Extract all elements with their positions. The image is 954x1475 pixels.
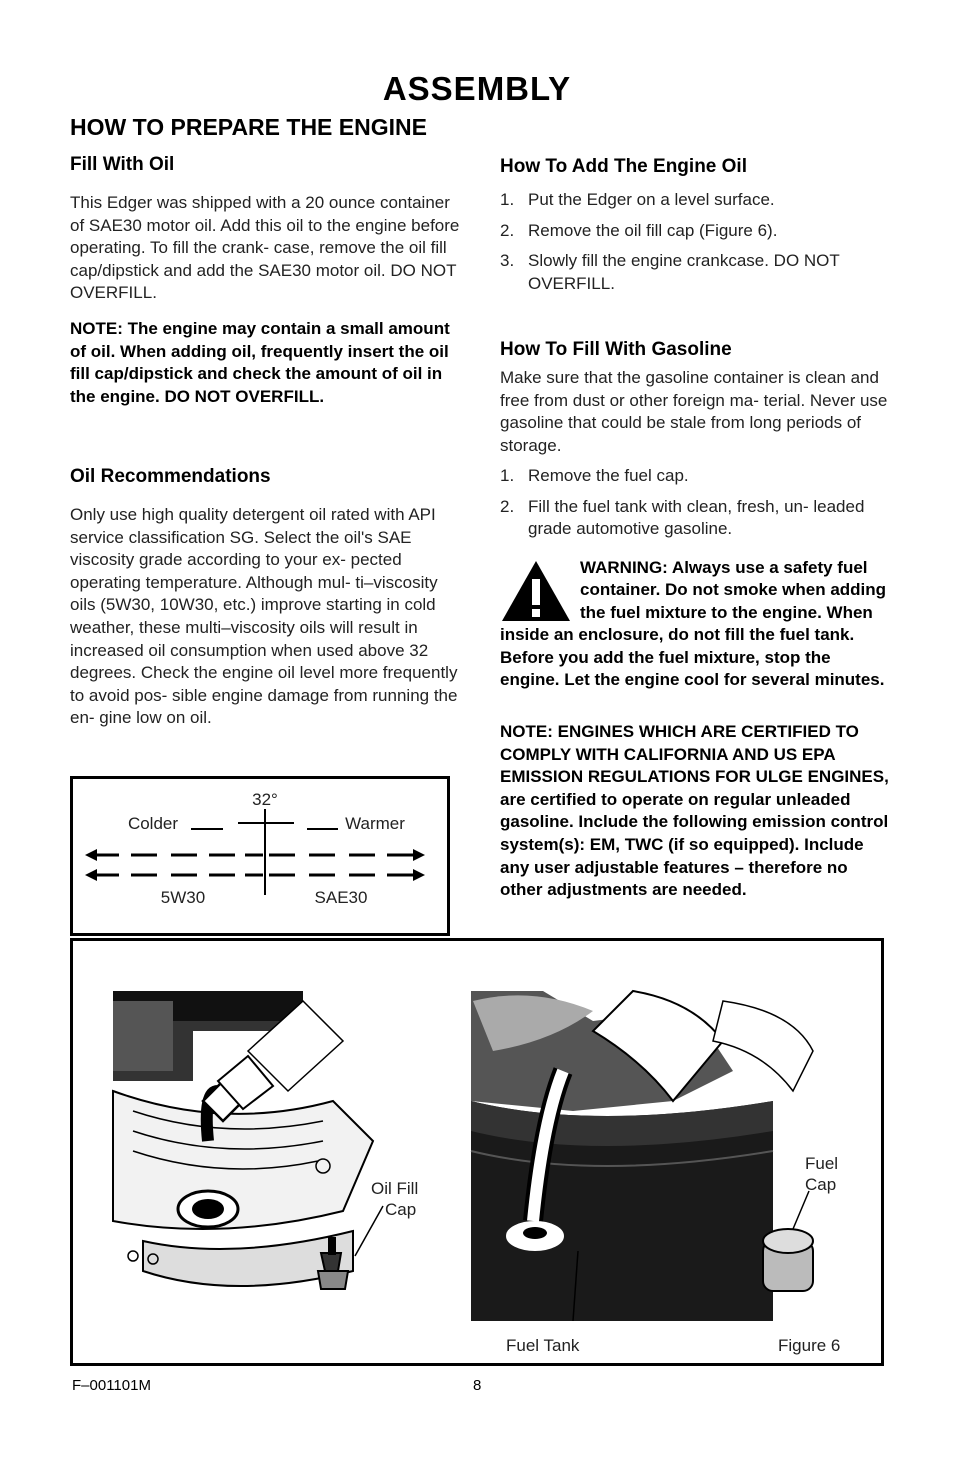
- list-item: 2. Remove the oil fill cap (Figure 6).: [500, 220, 778, 240]
- oil-fill-illustration: [113, 991, 393, 1321]
- oil-recommendations-body: Only use high quality detergent oil rated with API service classification SG. Select the oil's SAE viscosity grade according to your ex- pected operating temperature. Although mul- ti–viscosity oils (5W30, 10W30, etc.) improve starting in cold weather, these multi–viscosity oils will result in increased oil consumption when used above 32 degrees. Check the engine oil level more frequently to avoid pos- sible engine damage from running the en- gine low on oil.: [70, 505, 458, 728]
- add-engine-oil-steps: [500, 189, 890, 303]
- fill-with-oil-note: NOTE: The engine may contain a small amount of oil. When adding oil, frequently insert the oil fill cap/dipstick and check the amount of oil in the engine. DO NOT OVERFILL.: [70, 319, 450, 406]
- temperature-scale-graphic: [73, 779, 447, 933]
- page-number: 8: [473, 1377, 482, 1394]
- document-id: F–001101M: [72, 1377, 151, 1394]
- fill-gasoline-heading: How To Fill With Gasoline: [500, 339, 732, 360]
- list-item: 2. Fill the fuel tank with clean, fresh, un- leaded grade automotive gasoline.: [500, 496, 865, 539]
- figure-caption: Figure 6: [778, 1336, 841, 1355]
- section-title: HOW TO PREPARE THE ENGINE: [70, 114, 427, 140]
- oil-fill-cap-label-line2: Cap: [385, 1200, 417, 1219]
- arrow-right-upper-icon: [413, 849, 425, 861]
- fuel-tank-label: Fuel Tank: [506, 1336, 580, 1355]
- arrow-left-lower-icon: [85, 869, 97, 881]
- gasoline-warning: WARNING: Always use a safety fuel container. Do not smoke when adding the fuel mixture to the engine. When inside an enclosure, do not fill the fuel tank. Before you add the fuel mixture, stop the engine. Let the engine cool for several minutes.: [500, 558, 887, 690]
- sae30-label: SAE30: [314, 888, 368, 907]
- list-item: 1. Put the Edger on a level surface.: [500, 190, 775, 209]
- engine-illustration: [73, 941, 881, 1363]
- 5w30-label: 5W30: [160, 888, 206, 907]
- emissions-note: NOTE: ENGINES WHICH ARE CERTIFIED TO COMPLY WITH CALIFORNIA AND US EPA EMISSION REGULATIONS FOR ULGE ENGINES, are certified to operate on regular unleaded gasoline. Include the following emission control system(s): EM, TWC (if so equipped). Include any user adjustable features – therefore no other adjustments are needed.: [500, 722, 889, 900]
- figure-6-box: [70, 938, 884, 1366]
- fuel-cap-part: [763, 1229, 813, 1291]
- oil-temperature-chart: [70, 776, 450, 936]
- fuel-cap-label-line1: Fuel: [805, 1154, 839, 1173]
- arrow-left-upper-icon: [85, 849, 97, 861]
- warning-triangle-icon: [500, 559, 572, 623]
- oil-fill-cap-label-line1: Oil Fill: [371, 1179, 419, 1198]
- colder-label: Colder: [127, 814, 179, 833]
- fill-with-oil-heading: Fill With Oil: [70, 154, 175, 175]
- add-engine-oil-heading: How To Add The Engine Oil: [500, 156, 747, 177]
- list-item: 3. Slowly fill the engine crankcase. DO NOT OVERFILL.: [500, 251, 840, 293]
- fill-with-oil-body: This Edger was shipped with a 20 ounce container of SAE30 motor oil. Add this oil to the engine before operating. To fill the crank- case, remove the oil fill cap/dipstick and add the SAE30 motor oil. DO NOT OVERFILL.: [70, 193, 460, 303]
- fuel-cap-label-line2: Cap: [805, 1175, 837, 1194]
- oil-recommendations-heading: Oil Recommendations: [70, 466, 271, 487]
- arrow-right-lower-icon: [413, 869, 425, 881]
- page-title: ASSEMBLY: [382, 70, 572, 107]
- fuel-fill-illustration: [471, 991, 813, 1321]
- warmer-label: Warmer: [345, 814, 405, 833]
- list-item: 1. Remove the fuel cap.: [500, 466, 689, 485]
- degree-label: 32°: [252, 790, 278, 809]
- fill-gasoline-body: Make sure that the gasoline container is clean and free from dust or other foreign ma- terial. Never use gasoline that could be stale from long periods of storage.: [500, 368, 888, 455]
- fill-gasoline-steps: [500, 465, 890, 549]
